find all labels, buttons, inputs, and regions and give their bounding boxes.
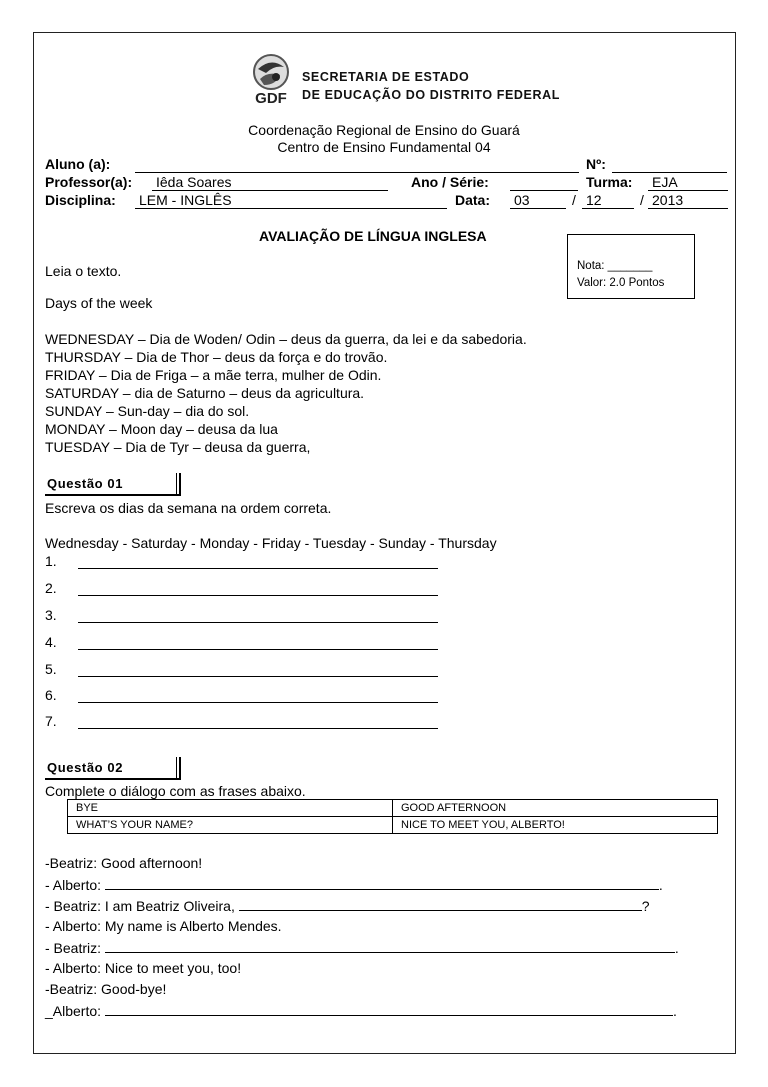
answer-line-4[interactable] (45, 634, 57, 650)
question-02-label: Questão 02 (47, 760, 124, 775)
dialogue-line: -Beatriz: Good afternoon! (45, 855, 203, 871)
grade-box (567, 234, 695, 299)
day-line: SATURDAY – dia de Saturno – deus da agricultura. (45, 385, 365, 401)
data-label: Data: (455, 192, 491, 208)
dialogue-blank[interactable] (105, 1002, 673, 1016)
professor-label: Professor(a): (45, 174, 133, 190)
turma-field[interactable] (648, 174, 728, 191)
logo-text: GDF (255, 90, 287, 105)
phrases-table (67, 799, 718, 834)
answer-line-7[interactable] (45, 713, 57, 729)
day-field[interactable] (510, 192, 566, 209)
dialogue-blank[interactable] (105, 939, 675, 953)
day-line: MONDAY – Moon day – deusa da lua (45, 421, 278, 437)
question-01-label: Questão 01 (47, 476, 124, 491)
day-line: TUESDAY – Dia de Tyr – deusa da guerra, (45, 439, 311, 455)
day-line: SUNDAY – Sun-day – dia do sol. (45, 403, 250, 419)
date-separator-2: / (640, 192, 644, 208)
day-line: WEDNESDAY – Dia de Woden/ Odin – deus da guerra, da lei e da sabedoria. (45, 331, 527, 347)
ano-serie-field[interactable] (510, 174, 578, 191)
answer-number: 4. (45, 634, 57, 650)
dialogue-line: - Beatriz: I am Beatriz Oliveira, ? (45, 898, 650, 914)
school-name: Centro de Ensino Fundamental 04 (277, 139, 491, 155)
numero-label: Nº: (586, 156, 606, 172)
answer-number: 2. (45, 580, 57, 596)
year-field[interactable] (648, 192, 728, 209)
dialogue-line: -Beatriz: Good-bye! (45, 981, 167, 997)
phrase-cell: NICE TO MEET YOU, ALBERTO! (393, 817, 718, 834)
ano-serie-label: Ano / Série: (411, 174, 489, 190)
answer-number: 3. (45, 607, 57, 623)
professor-value: Iêda Soares (156, 174, 232, 190)
month-field[interactable] (582, 192, 634, 209)
dialogue-line: - Alberto: My name is Alberto Mendes. (45, 918, 282, 934)
turma-label: Turma: (586, 174, 633, 190)
dialogue-line: - Beatriz: . (45, 940, 679, 956)
disciplina-field[interactable] (135, 192, 447, 209)
numero-field[interactable] (612, 156, 727, 173)
exam-title: AVALIAÇÃO DE LÍNGUA INGLESA (259, 228, 487, 244)
turma-value: EJA (652, 174, 678, 190)
secretaria-line1: SECRETARIA DE ESTADO (302, 70, 470, 84)
year-value: 2013 (652, 192, 684, 208)
answer-line-3[interactable] (45, 607, 57, 623)
answer-line-2[interactable] (45, 580, 57, 596)
question-01-tab (45, 473, 181, 496)
disciplina-label: Disciplina: (45, 192, 116, 208)
intro-text: Leia o texto. (45, 263, 122, 279)
aluno-field[interactable] (135, 156, 579, 173)
q1-word-list: Wednesday - Saturday - Monday - Friday - Tuesday - Sunday - Thursday (45, 535, 497, 551)
table-row (68, 817, 718, 834)
disciplina-value: LEM - INGLÊS (139, 192, 232, 208)
aluno-label: Aluno (a): (45, 156, 111, 172)
phrase-cell: WHAT’S YOUR NAME? (68, 817, 393, 834)
dialogue-blank[interactable] (105, 876, 659, 890)
answer-number: 1. (45, 553, 57, 569)
answer-number: 7. (45, 713, 57, 729)
answer-line-6[interactable] (45, 687, 57, 703)
coordination-name: Coordenação Regional de Ensino do Guará (248, 122, 520, 138)
text-title: Days of the week (45, 295, 153, 311)
dialogue-line: - Alberto: . (45, 877, 663, 893)
phrase-cell: GOOD AFTERNOON (393, 800, 718, 817)
month-value: 12 (586, 192, 602, 208)
table-row (68, 800, 718, 817)
answer-line-5[interactable] (45, 661, 57, 677)
answer-number: 5. (45, 661, 57, 677)
day-line: THURSDAY – Dia de Thor – deus da força e do trovão. (45, 349, 388, 365)
answer-line-1[interactable] (45, 553, 57, 569)
secretaria-line2: DE EDUCAÇÃO DO DISTRITO FEDERAL (302, 88, 560, 102)
date-separator-1: / (572, 192, 576, 208)
answer-number: 6. (45, 687, 57, 703)
gdf-logo (246, 53, 296, 105)
dialogue-blank[interactable] (239, 897, 642, 911)
dialogue-line: _Alberto: . (45, 1003, 677, 1019)
nota-text: Nota: _______ (577, 260, 653, 272)
day-line: FRIDAY – Dia de Friga – a mãe terra, mulher de Odin. (45, 367, 382, 383)
q1-instruction: Escreva os dias da semana na ordem correta. (45, 500, 332, 516)
valor-text: Valor: 2.0 Pontos (577, 277, 665, 289)
phrase-cell: BYE (68, 800, 393, 817)
professor-field[interactable] (152, 174, 388, 191)
dialogue-line: - Alberto: Nice to meet you, too! (45, 960, 242, 976)
question-02-tab (45, 757, 181, 780)
q2-instruction: Complete o diálogo com as frases abaixo. (45, 783, 306, 799)
day-value: 03 (514, 192, 530, 208)
